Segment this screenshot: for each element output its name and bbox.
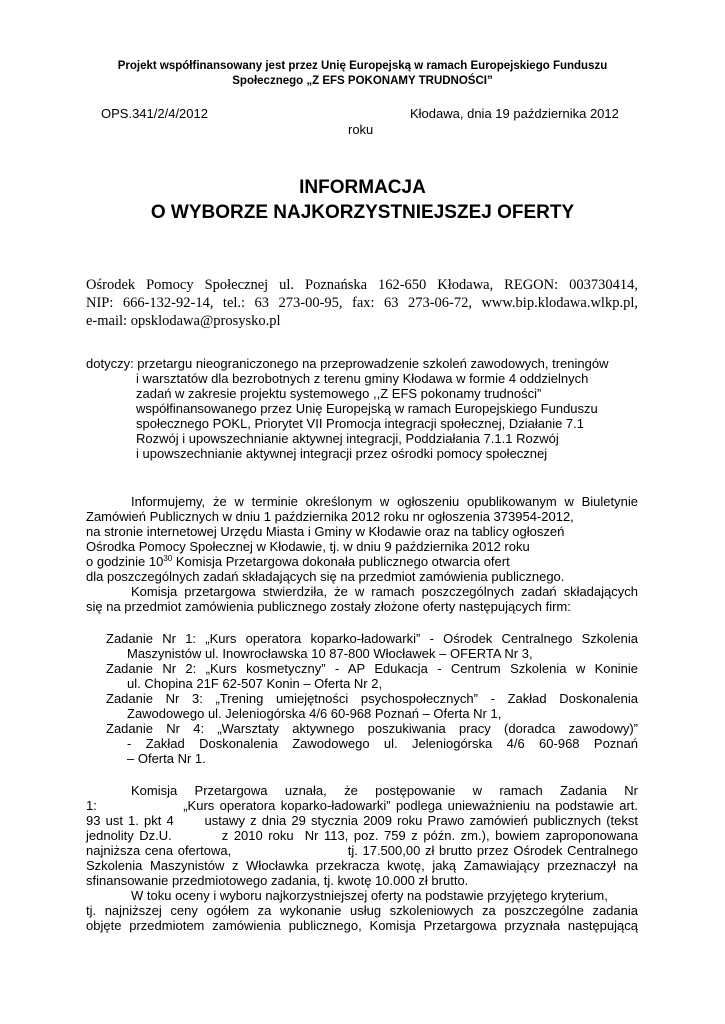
place-date: Kłodawa, dnia 19 października 2012 xyxy=(410,106,619,121)
document-title: INFORMACJA xyxy=(299,177,426,198)
subject-line: Rozwój i upowszechnianie aktywnej integracji, Poddziałania 7.1.1 Rozwój xyxy=(136,431,559,446)
address-line1: Ośrodek Pomocy Społecznej ul. Poznańska 162-650 Kłodawa, REGON: 003730414, xyxy=(86,277,638,293)
subject-line: dotyczy: przetargu nieograniczonego na przeprowadzenie szkoleń zawodowych, treningów xyxy=(86,356,609,371)
task-line: - Zakład Doskonalenia Zawodowego ul. Jeleniogórska 4/6 60-968 Poznań xyxy=(127,736,638,751)
place-date-cont: roku xyxy=(348,122,374,137)
body-line: Ośrodka Pomocy Społecznej w Kłodawie, tj. w dniu 9 października 2012 roku xyxy=(86,539,530,554)
body-line: 93 ust 1. pkt 4 ustawy z dnia 29 stycznia 2009 roku Prawo zamówień publicznych (tekst xyxy=(86,813,638,828)
body-line: Informujemy, że w terminie określonym w ogłoszeniu opublikowanym w Biuletynie xyxy=(131,494,638,509)
subject-line: zadań w zakresie projektu systemowego ,,Z EFS pokonamy trudności” xyxy=(136,386,542,401)
body-line: dla poszczególnych zadań składających się na przedmiot zamówienia publicznego. xyxy=(86,569,565,584)
body-line: jednolity Dz.U. z 2010 roku Nr 113, poz. 759 z późn. zm.), bowiem zaproponowana xyxy=(86,828,638,843)
body-line: tj. najniższej ceny ogółem za wykonanie usług szkoleniowych za poszczególne zadania xyxy=(86,903,638,918)
reference-number: OPS.341/2/4/2012 xyxy=(101,106,208,121)
task-line: Zadanie Nr 2: „Kurs kosmetyczny” - AP Edukacja - Centrum Szkolenia w Koninie xyxy=(106,661,638,676)
opening-hour-line: o godzinie $10^{30}$ Komisja Przetargowa dokonała publicznego otwarcia ofert xyxy=(86,554,510,569)
address-line2: NIP: 666-132-92-14, tel.: 63 273-00-95, fax: 63 273-06-72, www.bip.klodawa.wlkp.pl, xyxy=(86,295,638,311)
subject-line: społecznego POKL, Priorytet VII Promocja integracji społecznej, Działanie 7.1 xyxy=(136,416,584,431)
project-header-line1: Projekt współfinansowany jest przez Unię Europejską w ramach Europejskiego Funduszu xyxy=(117,60,608,72)
project-header-line2: Społecznego „Z EFS POKONAMY TRUDNOŚCI” xyxy=(232,75,493,87)
body-line: 1: „Kurs operatora koparko-ładowarki” podlega unieważnieniu na podstawie art. xyxy=(86,798,638,813)
body-line: W toku oceny i wyboru najkorzystniejszej oferty na podstawie przyjętego kryterium, xyxy=(131,888,608,903)
body-line: Komisja Przetargowa uznała, że postępowanie w ramach Zadania Nr xyxy=(131,783,638,798)
task-line: Maszynistów ul. Inowrocławska 10 87-800 Włocławek – OFERTA Nr 3, xyxy=(127,646,533,661)
body-line: objęte przedmiotem zamówienia publicznego, Komisja Przetargowa przyznała następującą xyxy=(86,918,638,933)
task-line: Zawodowego ul. Jeleniogórska 4/6 60-968 Poznań – Oferta Nr 1, xyxy=(127,706,502,721)
body-line: Zamówień Publicznych w dniu 1 października 2012 roku nr ogłoszenia 373954-2012, xyxy=(86,509,574,524)
task-line: Zadanie Nr 4: „Warsztaty aktywnego poszukiwania pracy (doradca zawodowy)” xyxy=(106,721,638,736)
body-line: Szkolenia Maszynistów z Włocławka przekracza kwotę, jaką Zamawiający przeznaczył na xyxy=(86,858,638,873)
body-line: Komisja przetargowa stwierdziła, że w ramach poszczególnych zadań składających xyxy=(131,584,638,599)
address-line3: e-mail: opsklodawa@prosysko.pl xyxy=(86,313,281,329)
task-line: Zadanie Nr 3: „Trening umiejętności psychospołecznych” - Zakład Doskonalenia xyxy=(106,691,638,706)
body-line: najniższa cena ofertowa, tj. 17.500,00 zł brutto przez Ośrodek Centralnego xyxy=(86,843,638,858)
document-subtitle: O WYBORZE NAJKORZYSTNIEJSZEJ OFERTY xyxy=(150,202,575,223)
body-line: sfinansowanie przedmiotowego zadania, tj. kwotę 10.000 zł brutto. xyxy=(86,873,469,888)
subject-line: współfinansowanego przez Unię Europejską w ramach Europejskiego Funduszu xyxy=(136,401,598,416)
body-line: się na przedmiot zamówienia publicznego zostały złożone oferty następujących firm: xyxy=(86,599,571,614)
body-line: na stronie internetowej Urzędu Miasta i Gminy w Kłodawie oraz na tablicy ogłoszeń xyxy=(86,524,565,539)
subject-line: i warsztatów dla bezrobotnych z terenu gminy Kłodawa w formie 4 oddzielnych xyxy=(136,371,589,386)
task-line: ul. Chopina 21F 62-507 Konin – Oferta Nr 2, xyxy=(127,676,383,691)
task-line: Zadanie Nr 1: „Kurs operatora koparko-ładowarki” - Ośrodek Centralnego Szkolenia xyxy=(106,631,638,646)
subject-line: i upowszechnianie aktywnej integracji przez ośrodki pomocy społecznej xyxy=(136,446,548,461)
task-line: – Oferta Nr 1. xyxy=(127,751,206,766)
